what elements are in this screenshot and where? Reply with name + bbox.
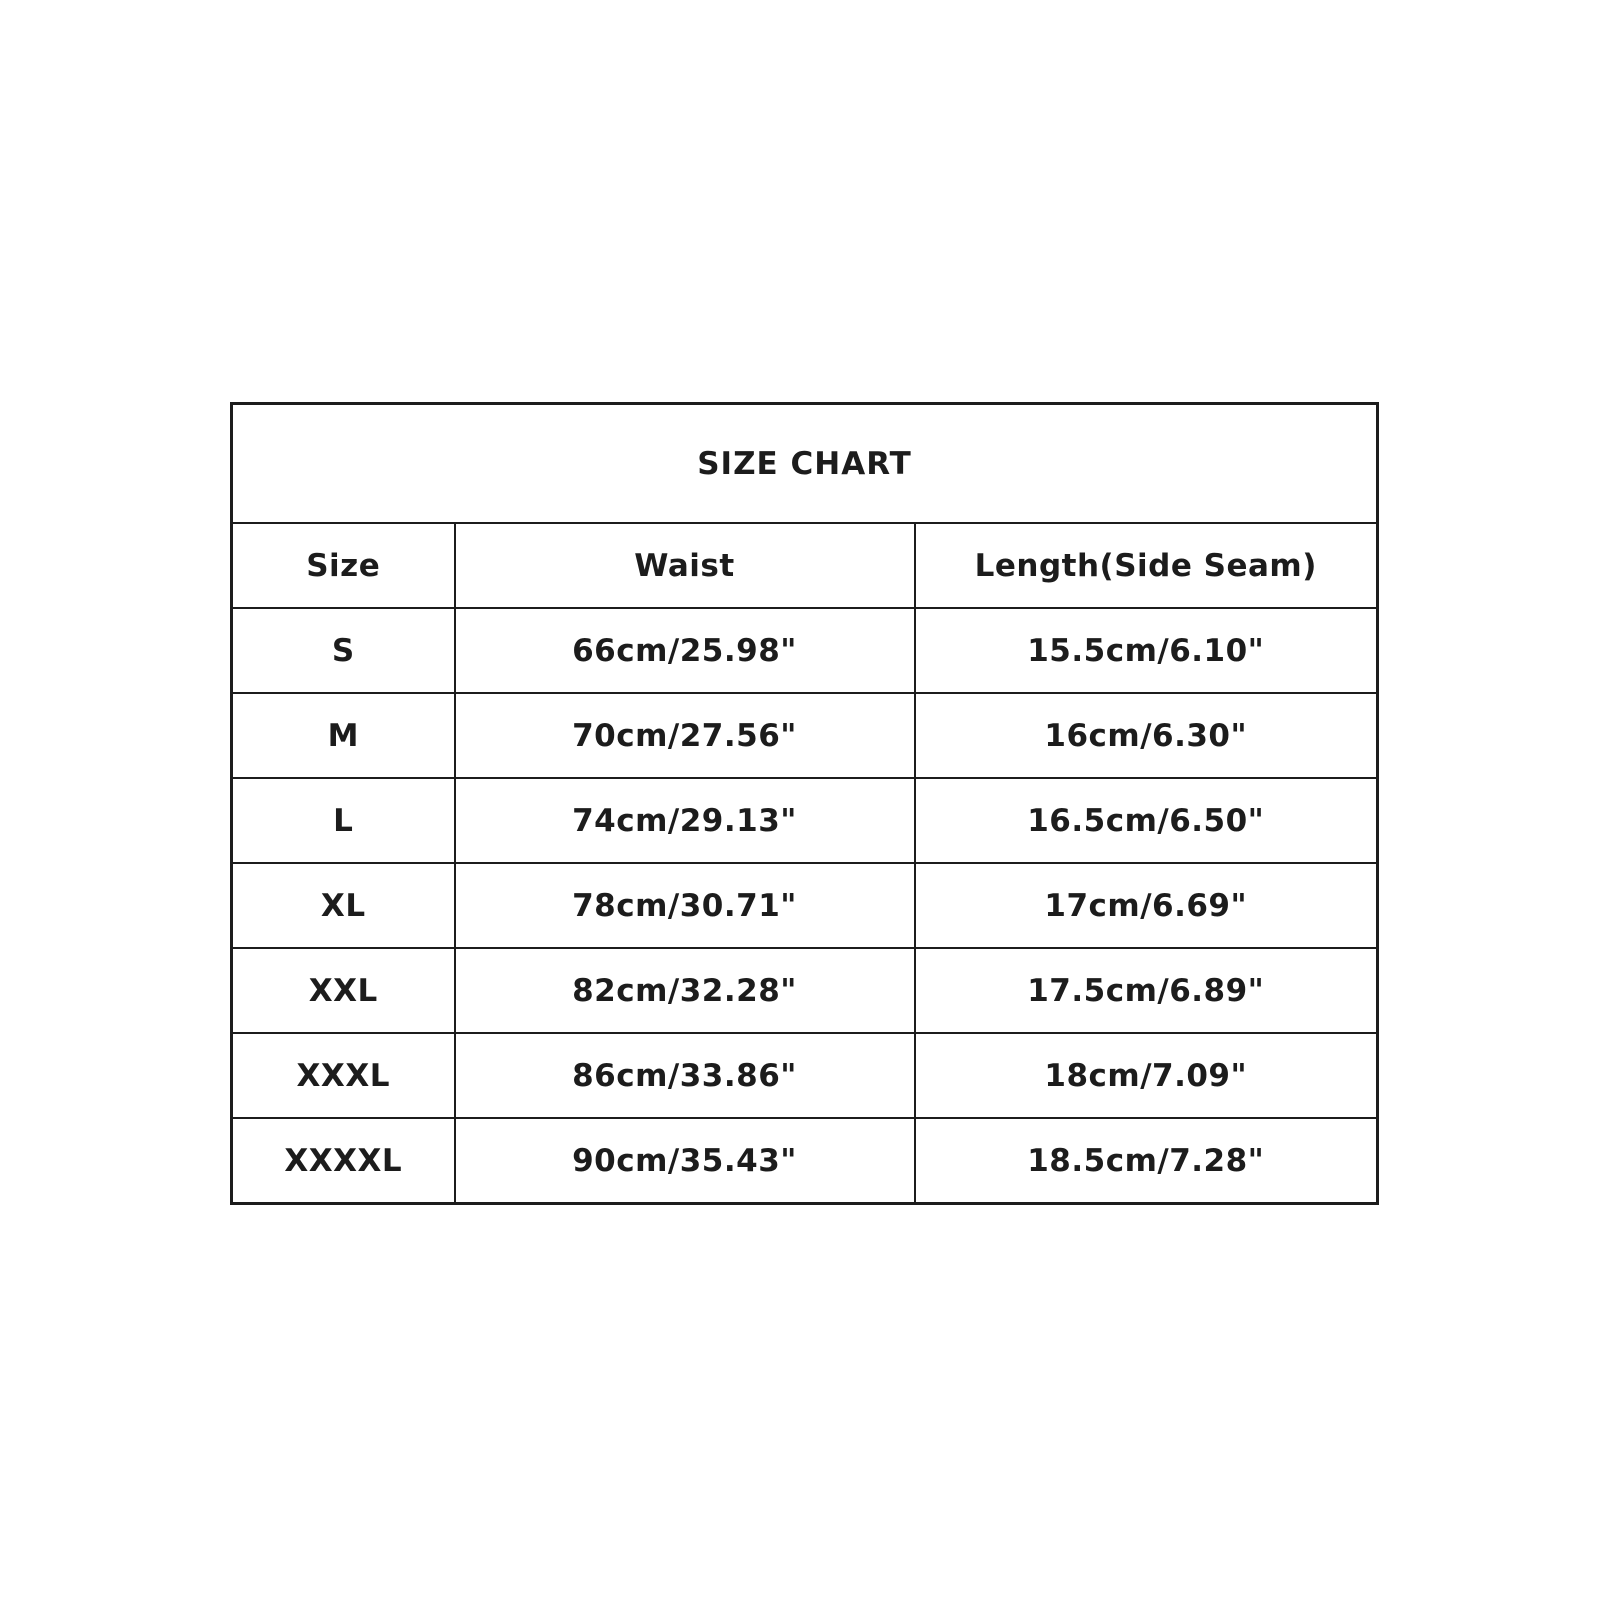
length-cell: 15.5cm/6.10"	[915, 608, 1378, 693]
header-row	[232, 523, 1378, 608]
size-cell: XXXL	[232, 1033, 455, 1118]
waist-cell: 78cm/30.71"	[455, 863, 915, 948]
table-row	[232, 778, 1378, 863]
table-title: SIZE CHART	[232, 404, 1378, 524]
table-row	[232, 948, 1378, 1033]
length-cell: 17.5cm/6.89"	[915, 948, 1378, 1033]
size-cell: XXXXL	[232, 1118, 455, 1204]
column-header-size: Size	[232, 523, 455, 608]
length-cell: 16cm/6.30"	[915, 693, 1378, 778]
size-chart-table	[230, 402, 1379, 1205]
size-cell: S	[232, 608, 455, 693]
length-cell: 18.5cm/7.28"	[915, 1118, 1378, 1204]
size-cell: XXL	[232, 948, 455, 1033]
length-cell: 16.5cm/6.50"	[915, 778, 1378, 863]
column-header-waist: Waist	[455, 523, 915, 608]
table-row	[232, 863, 1378, 948]
table-row	[232, 1033, 1378, 1118]
waist-cell: 66cm/25.98"	[455, 608, 915, 693]
waist-cell: 70cm/27.56"	[455, 693, 915, 778]
waist-cell: 82cm/32.28"	[455, 948, 915, 1033]
length-cell: 17cm/6.69"	[915, 863, 1378, 948]
length-cell: 18cm/7.09"	[915, 1033, 1378, 1118]
waist-cell: 86cm/33.86"	[455, 1033, 915, 1118]
size-cell: L	[232, 778, 455, 863]
size-cell: XL	[232, 863, 455, 948]
column-header-length: Length(Side Seam)	[915, 523, 1378, 608]
table-row	[232, 608, 1378, 693]
waist-cell: 90cm/35.43"	[455, 1118, 915, 1204]
title-row	[232, 404, 1378, 524]
size-cell: M	[232, 693, 455, 778]
waist-cell: 74cm/29.13"	[455, 778, 915, 863]
table-row	[232, 1118, 1378, 1204]
table-row	[232, 693, 1378, 778]
